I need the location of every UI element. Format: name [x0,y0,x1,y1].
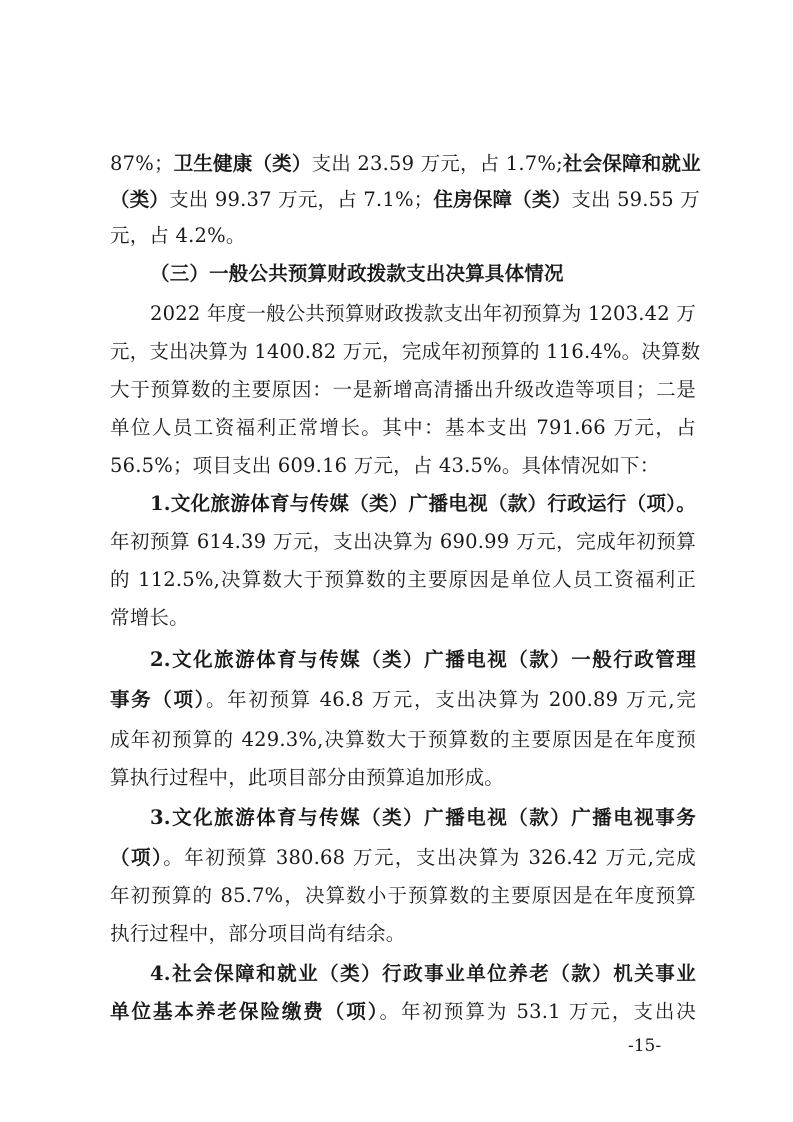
text-line [110,682,696,718]
text-run-bold: 卫生健康（类） [173,152,312,175]
text-line [110,840,696,876]
item-heading [150,642,696,678]
text-run: 元，支出决算为 1400.82 万元，完成年初预算的 116.4%。决算数 [110,340,701,363]
text-run: 。年初预算 46.8 万元，支出决算为 200.89 万元,完 [206,688,696,711]
text-line [110,146,701,182]
item-heading [150,800,696,836]
section-heading [150,256,696,292]
text-run: 56.5%；项目支出 609.16 万元，占 43.5%。具体情况如下： [110,454,660,477]
text-line [150,296,696,332]
text-run: 87%； [110,152,174,175]
text-line [110,600,696,636]
item-heading-text: 4.社会保障和就业（类）行政事业单位养老（款）机关事业 [150,962,696,985]
text-run: 2022 年度一般公共预算财政拨款支出年初预算为 1203.42 万 [150,302,696,325]
text-run: 大于预算数的主要原因：一是新增高清播出升级改造等项目；二是 [110,378,696,401]
text-run: 元，占 4.2%。 [110,224,246,247]
text-run: 的 112.5%,决算数大于预算数的主要原因是单位人员工资福利正 [110,568,696,591]
page-number: -15- [628,1036,662,1056]
text-line [110,524,696,560]
text-run-bold: 社会保障和就业 [562,152,701,175]
text-run: 算执行过程中，此项目部分由预算追加形成。 [110,766,505,789]
text-line [110,218,696,254]
item-heading-text: 1.文化旅游体育与传媒（类）广播电视（款）行政运行（项）。 [150,492,696,515]
text-line [110,760,696,796]
section-heading-text: （三）一般公共预算财政拨款支出决算具体情况 [150,262,564,285]
text-run: 支出 23.59 万元，占 1.7%; [311,152,563,175]
text-line [110,878,696,914]
text-line [110,372,696,408]
item-heading [150,486,696,522]
text-run: 单位人员工资福利正常增长。其中：基本支出 791.66 万元，占 [110,416,696,439]
text-line [110,994,696,1030]
text-line [110,334,701,370]
text-run: 支出 99.37 万元，占 7.1%； [169,188,434,211]
text-run: 支出 59.55 万 [571,188,701,211]
text-run-bold: 单位基本养老保险缴费（项） [110,1000,380,1023]
text-line [110,182,701,218]
text-run-bold: （项） [110,846,164,869]
text-line [110,562,696,598]
text-run: 年初预算的 85.7%，决算数小于预算数的主要原因是在年度预算 [110,884,696,907]
text-run: 成年初预算的 429.3%,决算数大于预算数的主要原因是在年度预 [110,728,696,751]
text-line [110,410,696,446]
text-run: 。年初预算为 53.1 万元，支出决 [379,1000,696,1023]
text-run-bold: 住房保障（类） [433,188,572,211]
text-run-bold: （类） [110,188,170,211]
text-line [110,448,696,484]
item-heading [150,956,696,992]
text-run: 执行过程中，部分项目尚有结余。 [110,922,406,945]
text-run: 年初预算 614.39 万元，支出决算为 690.99 万元，完成年初预算 [110,530,696,553]
text-line [110,722,696,758]
text-run: 常增长。 [110,606,189,629]
text-run: 。年初预算 380.68 万元，支出决算为 326.42 万元,完成 [163,846,696,869]
text-run-bold: 事务（项） [110,688,207,711]
item-heading-text: 3.文化旅游体育与传媒（类）广播电视（款）广播电视事务 [150,806,696,829]
text-line [110,916,696,952]
item-heading-text: 2.文化旅游体育与传媒（类）广播电视（款）一般行政管理 [150,648,696,671]
